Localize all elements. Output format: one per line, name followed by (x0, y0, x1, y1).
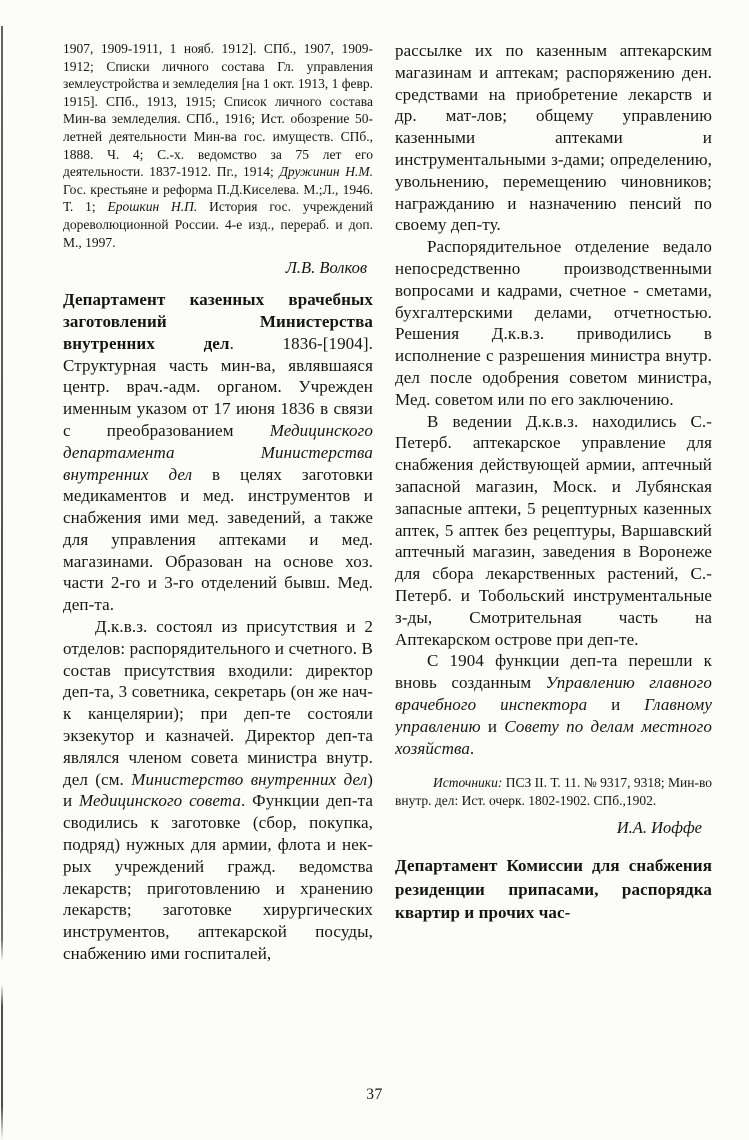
right-column (395, 40, 712, 1090)
two-column-text-block (63, 40, 712, 1090)
sources-note: Источники: ПСЗ II. Т. 11. № 9317, 9318; Мин-во внутр. дел: Ист. очерк. 1802-1902. СПб.,1902. (395, 775, 712, 808)
article-paragraph-continuation: рассылке их по казенным аптекарским магазинам и аптекам; распоряжению ден. средствами на приобретение лекарств и др. мат-лов; общему управлению казенными аптеками и инструментальными з-дами; определению, увольнению, перемещению чиновников; награжданию и назначению пенсий по своему деп-ту. (395, 41, 712, 235)
scan-edge-artifact (1, 26, 3, 1140)
page-number: 37 (366, 1086, 383, 1103)
article-lead-paragraph: Департамент казенных врачебных заготовлений Министерства внутренних дел. 1836-[1904]. Структурная часть мин-ва, являвшаяся центр. врач.-адм. органом. Учрежден именным указом от 17 июня 1836 в связи с преобразованием Медицинского департамента Министерства внутренних дел в целях заготовки медикаментов и мед. инструментов и снабжения ими мед. заведений, а также для управления аптеками и мед. магазинами. Образован на основе хоз. части 2-го и 3-го отделений бывш. Мед. деп-та. (63, 290, 373, 615)
article-paragraph-jurisdiction: В ведении Д.к.в.з. находились С.-Петерб. аптекарское управление для снабжения действующей армии, аптечный запасной магазин, Моск. и Лубянская запасные аптеки, 5 рецептурных казенных аптек, 5 аптек без рецептуры, Варшавский аптечный магазин, заведения в Воронеже для сбора лекарственных растений, С.-Петерб. и Тобольский инструментальные з-ды, Смотрительная часть на Аптекарском острове при деп-те. (395, 411, 712, 649)
article-paragraph-departments: Распорядительное отделение ведало непосредственно производственными вопросами и кадрами, счетное - сметами, бухгалтерскими делами, отчетностью. Решения Д.к.в.з. приводились в исполнение с разрешения министра внутр. дел после одобрения советом министра, Мед. советом или по его заключению. (395, 237, 712, 409)
article-paragraph-1904: С 1904 функции деп-та перешли к вновь созданным Управлению главного врачебного инспектора и Главному управлению и Совету по делам местного хозяйства. (395, 651, 712, 758)
left-column (63, 40, 373, 1086)
article-paragraph-structure: Д.к.в.з. состоял из присутствия и 2 отделов: распорядительного и счетного. В состав присутствия входили: директор деп-та, 3 советника, секретарь (он же нач-к канцелярии); при деп-те состояли экзекутор и казначей. Директор деп-та являлся членом совета министра внутр. дел (см. Министерство внутренних дел) и Медицинского совета. Функции деп-та сводились к заготовке (сбор, покупка, подряд) нужных для армии, флота и нек-рых учреждений гражд. ведомства лекарств; приготовлению и хранению лекарств; заготовке хирургических инструментов, аптекарской посуды, снабжению ими госпиталей, (63, 617, 373, 964)
bibliography-continuation: 1907, 1909-1911, 1 нояб. 1912]. СПб., 1907, 1909-1912; Списки личного состава Гл. управления землеустройства и земледелия [на 1 окт. 1913, 1 февр. 1915]. СПб., 1913, 1915; Список личного состава Мин-ва земледелия. СПб., 1916; Ист. обозрение 50-летней деятельности Мин-ва гос. имуществ. СПб., 1888. Ч. 4; С.-х. ведомство за 75 лет его деятельности. 1837-1912. Пг., 1914; Дружинин Н.М. Гос. крестьяне и реформа П.Д.Киселева. М.;Л., 1946. Т. 1; Ерошкин Н.П. История гос. учреждений дореволюционной России. 4-е изд., перераб. и доп. М., 1997. (63, 41, 373, 250)
author-signature-volkov: Л.В. Волков (285, 258, 367, 278)
next-article-heading: Департамент Комиссии для снабжения резиденции припасами, распорядка квартир и прочих час- (395, 856, 712, 923)
author-signature-ioffe: И.А. Иоффе (616, 818, 702, 838)
